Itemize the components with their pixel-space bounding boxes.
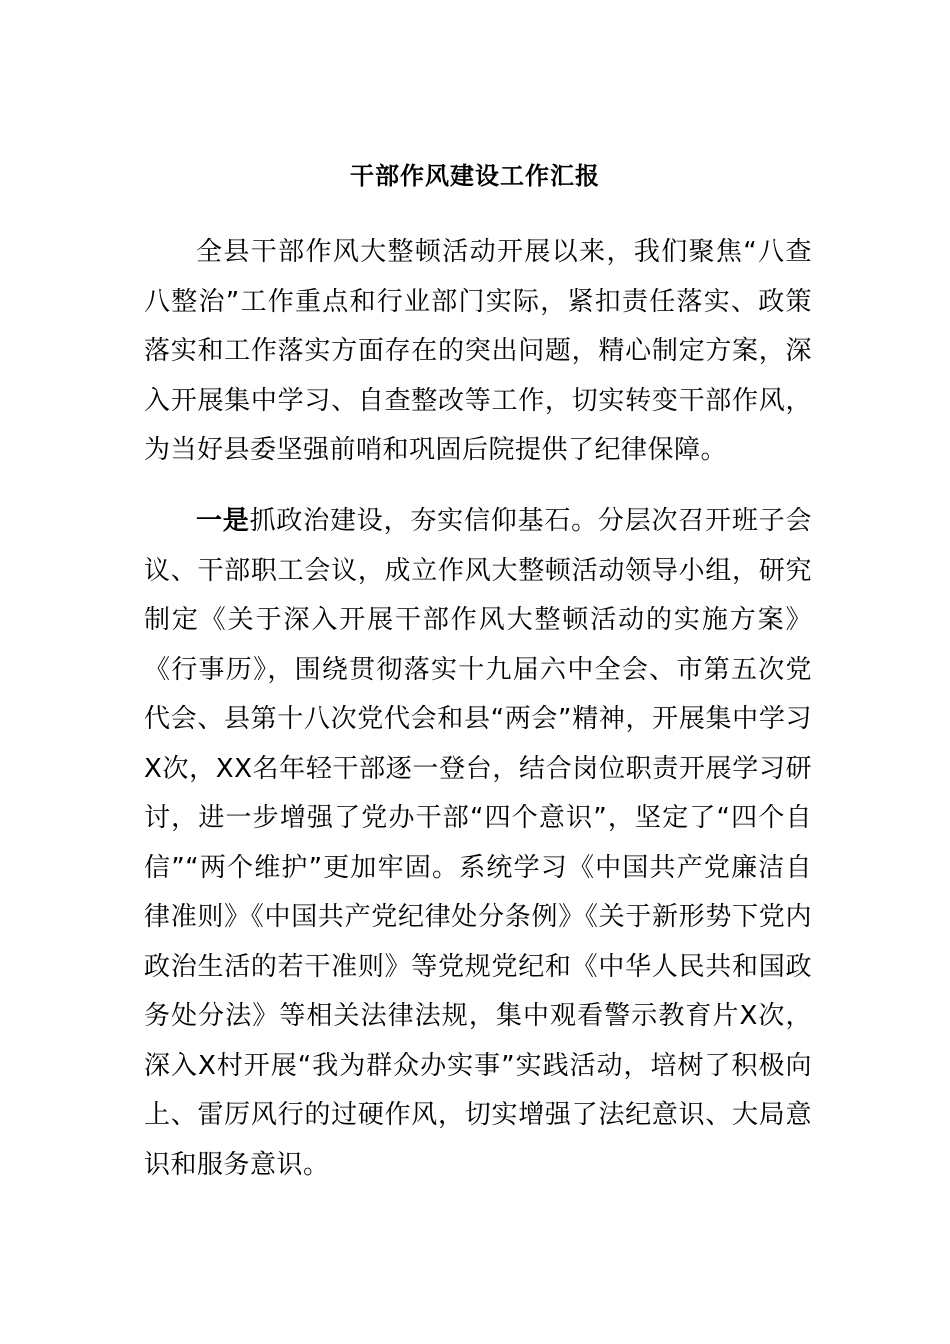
paragraph-lead-label: 一是 — [196, 506, 250, 536]
paragraph-intro — [144, 228, 812, 476]
paragraph-political-building-text: 抓政治建设，夯实信仰基石。分层次召开班子会议、干部职工会议，成立作风大整顿活动领导小组，研究制定《关于深入开展干部作风大整顿活动的实施方案》《行事历》，围绕贯彻落实十九届六中全会、市第五次党代会、县第十八次党代会和县“两会”精神，开展集中学习X次，XX名年轻干部逐一登台，结合岗位职责开展学习研讨，进一步增强了党办干部“四个意识”，坚定了“四个自信”“两个维护”更加牢固。系统学习《中国共产党廉洁自律准则》《中国共产党纪律处分条例》《关于新形势下党内政治生活的若干准则》等党规党纪和《中华人民共和国政务处分法》等相关法律法规，集中观看警示教育片X次，深入X村开展“我为群众办实事”实践活动，培树了积极向上、雷厉风行的过硬作风，切实增强了法纪意识、大局意识和服务意识。 — [144, 506, 812, 1180]
paragraph-intro-text: 全县干部作风大整顿活动开展以来，我们聚焦“八查八整治”工作重点和行业部门实际，紧扣责任落实、政策落实和工作落实方面存在的突出问题，精心制定方案，深入开展集中学习、自查整改等工作，切实转变干部作风，为当好县委坚强前哨和巩固后院提供了纪律保障。 — [144, 237, 812, 465]
paragraph-political-building — [144, 497, 812, 1190]
document-title: 干部作风建设工作汇报 — [350, 162, 600, 190]
